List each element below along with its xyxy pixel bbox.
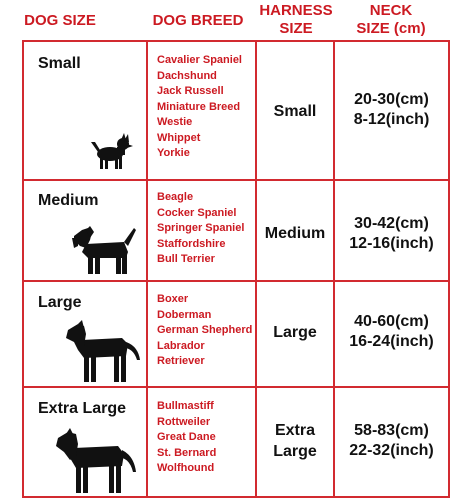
breed-item: Great Dane (157, 431, 216, 443)
neck-size (335, 214, 448, 254)
neck-size-cm: 58-83(cm) (354, 422, 429, 439)
harness-size-line1: Large (273, 324, 317, 341)
header-harness-size (258, 2, 334, 38)
breed-item: Springer Spaniel (157, 222, 245, 234)
breed-item: Beagle (157, 191, 194, 203)
neck-size-cm: 40-60(cm) (354, 313, 429, 330)
harness-size-line2: Large (273, 443, 317, 460)
harness-size (257, 420, 333, 462)
medium-dog-silhouette-icon (72, 224, 140, 276)
table-row-small (24, 42, 448, 179)
header-neck-line2: SIZE (cm) (356, 20, 426, 37)
breed-item: Staffordshire (157, 237, 226, 250)
header-neck-size (341, 2, 441, 38)
table-row-medium (24, 181, 448, 280)
table-row-large (24, 282, 448, 386)
size-chart-table (22, 40, 450, 498)
breed-item: Cavalier Spaniel (157, 54, 242, 66)
extra-large-dog-silhouette-icon (54, 428, 138, 494)
breed-item: St. Bernard (157, 446, 217, 459)
breed-list (157, 190, 244, 268)
dog-size-label: Small (38, 55, 81, 72)
breed-item: Rottweiler (157, 415, 211, 428)
breed-item: Bull Terrier (157, 253, 215, 265)
neck-size-cm: 30-42(cm) (354, 215, 429, 232)
breed-item: Retriever (157, 355, 205, 367)
large-dog-silhouette-icon (64, 320, 142, 384)
header-harness-line1: HARNESS (259, 2, 333, 19)
neck-size (335, 90, 448, 130)
breed-list (157, 292, 252, 370)
neck-size (335, 421, 448, 461)
harness-size (257, 322, 333, 343)
neck-size-inch: 8-12(inch) (353, 111, 430, 128)
harness-size (257, 223, 333, 244)
header-dog-breed: DOG BREED (152, 12, 244, 29)
harness-size (257, 101, 333, 122)
header-neck-line1: NECK (369, 2, 413, 19)
small-dog-silhouette-icon (88, 132, 134, 172)
breed-item: Dachshund (157, 69, 217, 82)
neck-size-inch: 22-32(inch) (349, 442, 434, 459)
dog-size-label: Medium (38, 192, 99, 209)
neck-size-cm: 20-30(cm) (354, 91, 429, 108)
harness-size-line1: Extra (274, 422, 316, 439)
breed-item: Miniature Breed (157, 100, 241, 113)
breed-item: Bullmastiff (157, 400, 214, 412)
dog-size-label: Extra Large (38, 400, 127, 417)
breed-item: Whippet (157, 131, 201, 144)
harness-size-line1: Small (273, 103, 317, 120)
table-row-extra-large (24, 388, 448, 496)
breed-item: Boxer (157, 293, 189, 305)
table-header (0, 0, 474, 40)
breed-item: Wolfhound (157, 462, 215, 474)
breed-item: Doberman (157, 308, 212, 321)
header-harness-line2: SIZE (279, 20, 313, 37)
neck-size-inch: 16-24(inch) (349, 333, 434, 350)
breed-list (157, 399, 216, 477)
breed-item: Labrador (157, 339, 205, 352)
breed-item: Yorkie (157, 147, 190, 159)
breed-list (157, 53, 242, 162)
breed-item: German Shepherd (157, 324, 253, 336)
header-dog-size: DOG SIZE (24, 12, 96, 29)
breed-item: Jack Russell (157, 85, 224, 97)
neck-size-inch: 12-16(inch) (349, 235, 434, 252)
dog-size-label: Large (38, 294, 82, 311)
harness-size-line1: Medium (264, 225, 326, 242)
breed-item: Westie (157, 116, 193, 128)
breed-item: Cocker Spaniel (157, 206, 237, 219)
neck-size (335, 312, 448, 352)
